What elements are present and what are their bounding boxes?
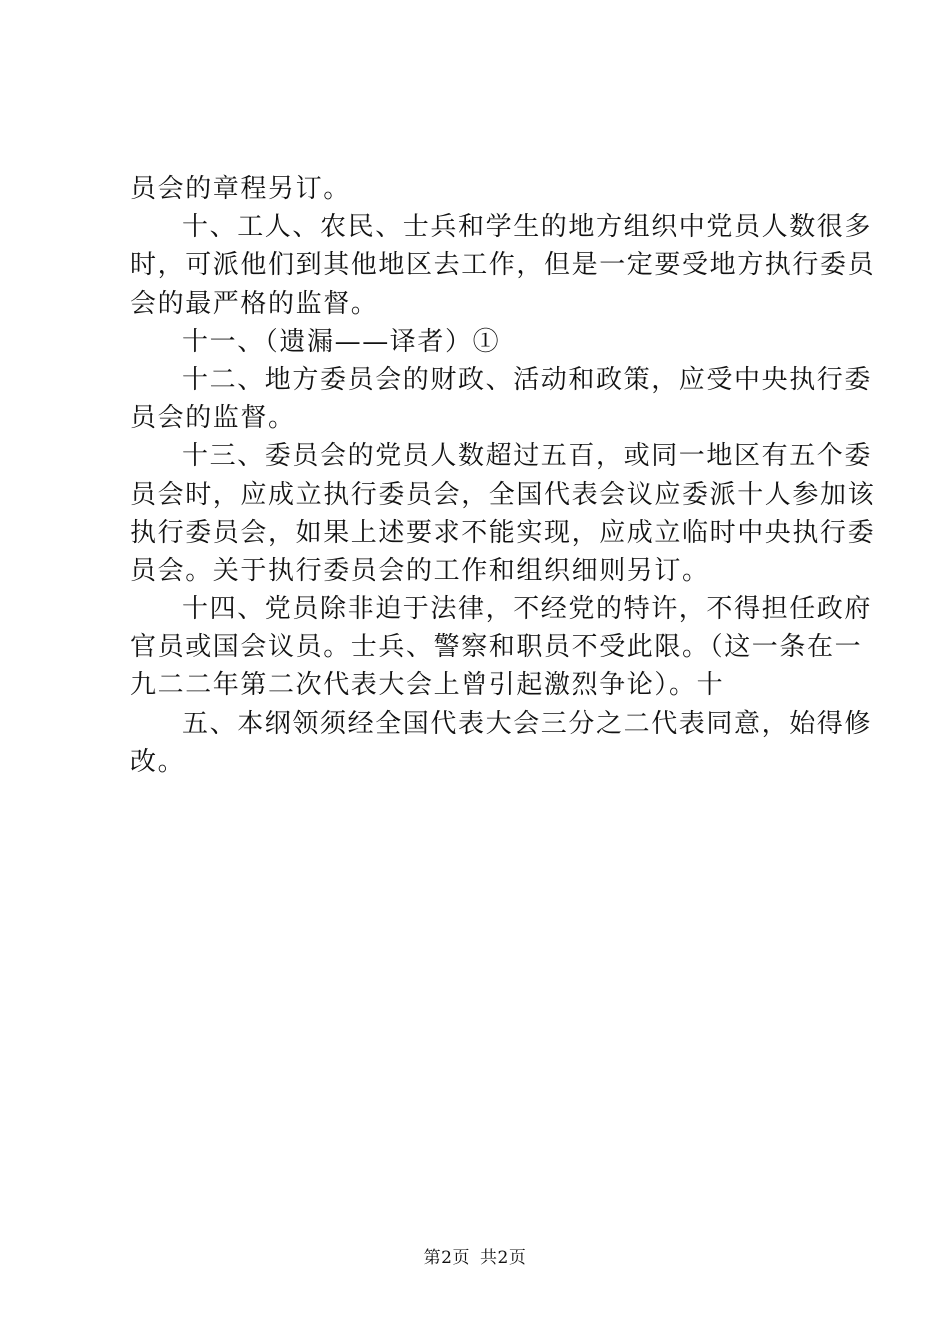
text-line: 十四、党员除非迫于法律，不经党的特许，不得担任政府 — [182, 594, 873, 625]
page-footer — [0, 1243, 950, 1268]
text-line: 十二、地方委员会的财政、活动和政策，应受中央执行委 — [182, 364, 873, 395]
text-line: 五、本纲领须经全国代表大会三分之二代表同意，始得修 — [182, 708, 873, 739]
text-line: 员会。关于执行委员会的工作和组织细则另订。 — [130, 555, 710, 586]
text-line: 十、工人、农民、士兵和学生的地方组织中党员人数很多 — [182, 212, 873, 243]
text-line: 改。 — [130, 746, 186, 777]
text-line: 员会的章程另订。 — [130, 174, 351, 204]
text-line: 执行委员会，如果上述要求不能实现，应成立临时中央执行委 — [130, 517, 876, 548]
text-line: 九二二年第二次代表大会上曾引起激烈争论）。十 — [130, 670, 725, 701]
page-number: 第2页 — [423, 1248, 470, 1268]
text-line: 员会时，应成立执行委员会，全国代表会议应委派十人参加该 — [130, 479, 876, 510]
text-line: 官员或国会议员。士兵、警察和职员不受此限。（这一条在一 — [130, 632, 863, 663]
text-line: 十一、（遗漏——译者）① — [182, 326, 501, 357]
page-total: 共2页 — [480, 1248, 527, 1268]
text-line: 十三、委员会的党员人数超过五百，或同一地区有五个委 — [182, 441, 873, 472]
text-line: 员会的监督。 — [130, 403, 296, 434]
text-line: 时，可派他们到其他地区去工作，但是一定要受地方执行委员 — [130, 250, 876, 281]
text-line: 会的最严格的监督。 — [130, 288, 379, 319]
document-body — [130, 170, 876, 781]
